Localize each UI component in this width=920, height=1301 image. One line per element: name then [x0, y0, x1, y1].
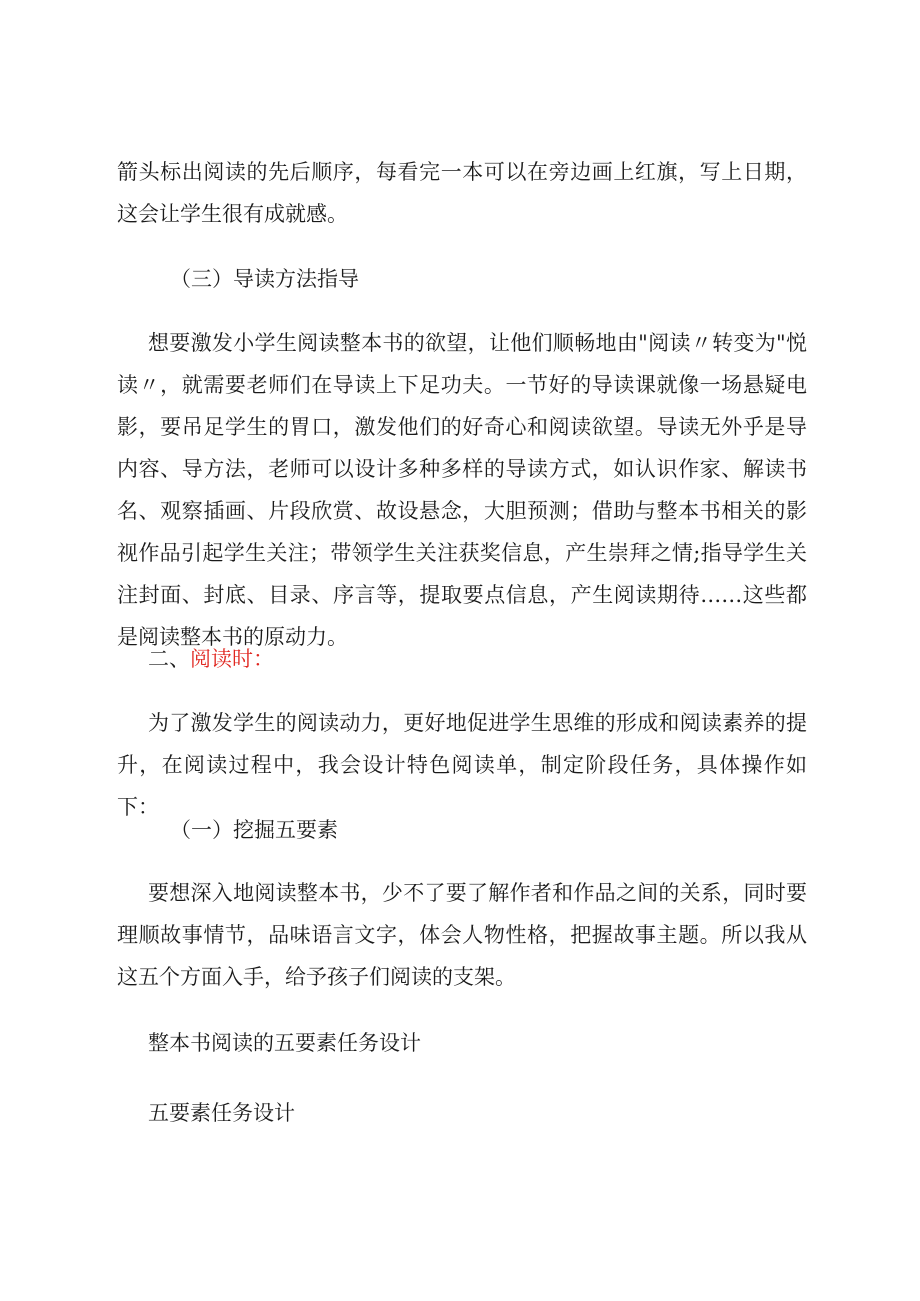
caption-five-element-task-design: 整本书阅读的五要素任务设计: [148, 1031, 421, 1055]
heading-while-reading-number: 二、: [148, 647, 190, 671]
paragraph-guide-reading: 想要激发小学生阅读整本书的欲望，让他们顺畅地由"阅读〃转变为"悦读〃，就需要老师们在导读上下足功夫。一节好的导读课就像一场悬疑电影，要吊足学生的胃口，激发他们的好奇心和阅读欲望。导读无外乎是导内容、导方法，老师可以设计多种多样的导读方式，如认识作家、解读书名、观察插画、片段欣赏、故设悬念，大胆预测；借助与整本书相关的影视作品引起学生关注；带领学生关注获奖信息，产生崇拜之情;指导学生关注封面、封底、目录、序言等，提取要点信息，产生阅读期待……这些都是阅读整本书的原动力。: [117, 331, 807, 649]
paragraph-five-elements: 要想深入地阅读整本书，少不了要了解作者和作品之间的关系，同时要理顺故事情节，品味语言文字，体会人物性格，把握故事主题。所以我从这五个方面入手，给予孩子们阅读的支架。: [117, 881, 807, 989]
heading-while-reading: [148, 638, 274, 680]
paragraph-reading-motivation: 为了激发学生的阅读动力，更好地促进学生思维的形成和阅读素养的提升，在阅读过程中，我会设计特色阅读单，制定阶段任务，具体操作如下：: [117, 711, 807, 819]
paragraph-reading-order: 箭头标出阅读的先后顺序，每看完一本可以在旁边画上红旗，写上日期，这会让学生很有成就感。: [117, 160, 807, 226]
heading-guide-method: （三）导读方法指导: [170, 267, 359, 291]
caption-task-design: 五要素任务设计: [148, 1101, 295, 1125]
heading-while-reading-label: 阅读时：: [190, 647, 274, 671]
heading-five-elements: （一）挖掘五要素: [170, 818, 338, 842]
